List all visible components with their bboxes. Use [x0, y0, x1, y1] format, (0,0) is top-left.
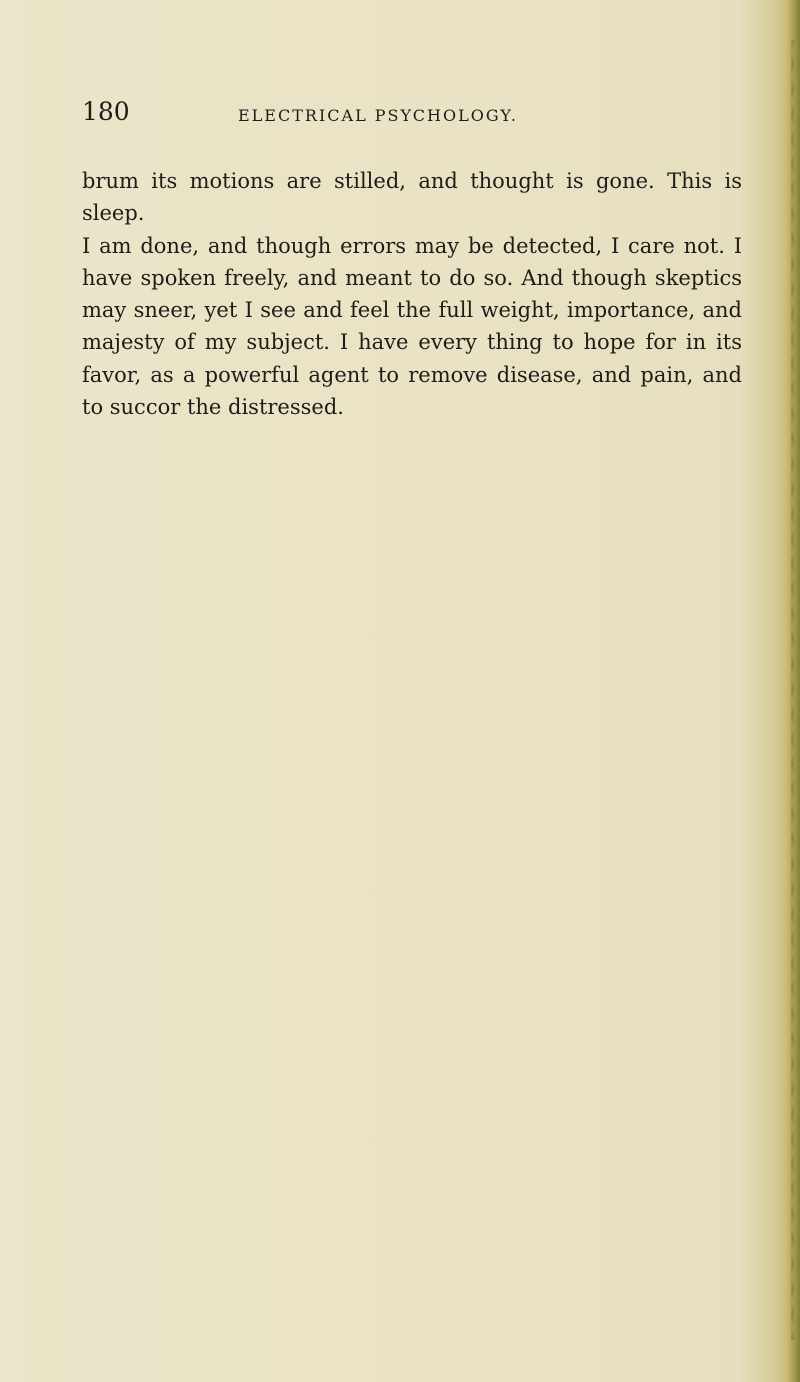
- body-text: [82, 165, 742, 423]
- page-header: [82, 97, 742, 137]
- paragraph: I am done, and though errors may be detected, I care not. I have spoken freely, and meant to do so. And though skeptics may sneer, yet I see and feel the full weight, importance, and majesty of my subject. I have every thing to hope for in its favor, as a powerful agent to remove disease, and pain, and to succor the distressed.: [82, 233, 742, 420]
- page-edge-shadow: [776, 0, 800, 1382]
- running-title: ELECTRICAL PSYCHOLOGY.: [238, 106, 518, 125]
- paragraph-continuation: brum its motions are stilled, and thought is gone. This is sleep.: [82, 169, 742, 226]
- page-number: 180: [82, 97, 130, 126]
